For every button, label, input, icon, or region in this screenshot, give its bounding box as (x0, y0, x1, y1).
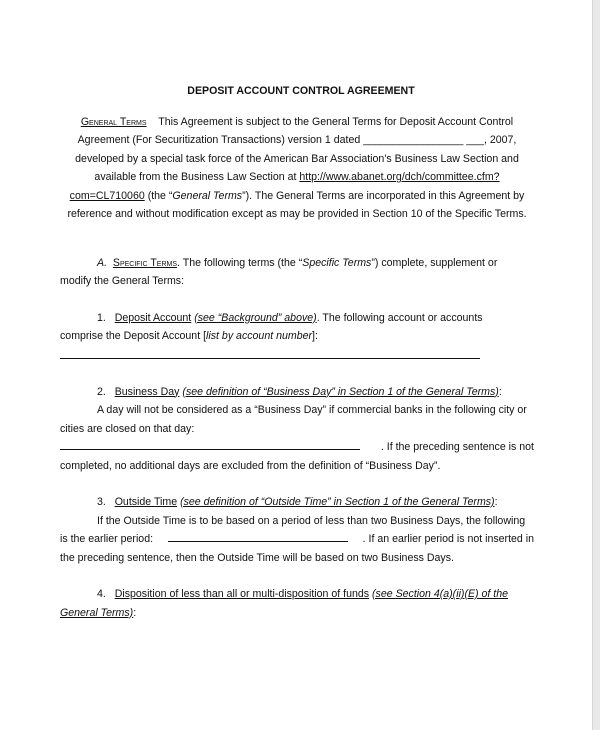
general-terms-heading: General Terms (80, 115, 147, 128)
aba-link-part-2[interactable]: com=CL710060 (69, 189, 145, 202)
deposit-account-blank[interactable] (60, 346, 480, 359)
item-disposition (60, 585, 534, 622)
item-business-day (60, 383, 534, 476)
item-4-line-2: General Terms): (60, 606, 137, 619)
item-3-line-3: is the earlier period: . If an earlier period is not inserted in (60, 530, 534, 549)
outside-time-blank[interactable] (168, 530, 348, 542)
item-3-line-2: If the Outside Time is to be based on a period of less than two Business Days, the following (97, 514, 526, 527)
specific-terms-line-2: modify the General Terms: (60, 275, 185, 287)
aba-link-part-1[interactable]: http://www.abanet.org/dch/committee.cfm? (299, 171, 500, 183)
general-terms-section (60, 113, 534, 224)
general-terms-line-4: available from the Business Law Section at http://www.abanet.org/dch/committee.cfm? (94, 171, 500, 183)
item-2-line-2: A day will not be considered as a “Business Day” if commercial banks in the following city or (97, 404, 527, 416)
document-title: DEPOSIT ACCOUNT CONTROL AGREEMENT (187, 85, 415, 97)
item-1-line-2: comprise the Deposit Account [list by account number]: (60, 330, 318, 342)
general-terms-line-5: com=CL710060 (the “General Terms”). The General Terms are incorporated in this Agreement by (69, 189, 525, 202)
item-4-line-1: 4. Disposition of less than all or multi-disposition of funds (see Section 4(a)(ii)(E) of the (97, 588, 509, 600)
general-terms-line-6: reference and without modification except as may be provided in Section 10 of the Specific Terms. (67, 208, 527, 220)
specific-terms-line-1: A. Specific Terms. The following terms (the “Specific Terms”) complete, supplement or (97, 256, 498, 269)
item-3-line-4: the preceding sentence, then the Outside Time will be based on two Business Days. (60, 551, 454, 564)
item-1-line-1: 1. Deposit Account (see “Background” above). The following account or accounts (97, 311, 483, 324)
specific-terms-section (60, 254, 534, 291)
item-outside-time (60, 493, 534, 567)
item-deposit-account (60, 309, 534, 359)
item-3-line-1: 3. Outside Time (see definition of “Outside Time” in Section 1 of the General Terms): (97, 496, 498, 508)
item-2-line-5: completed, no additional days are excluded from the definition of “Business Day”. (60, 459, 441, 472)
business-day-city-blank[interactable] (60, 438, 360, 450)
general-terms-line-3: developed by a special task force of the American Bar Association's Business Law Section and (75, 152, 519, 165)
document-body (60, 82, 534, 622)
general-terms-line-1: General Terms This Agreement is subject to the General Terms for Deposit Account Control (80, 115, 514, 128)
item-2-line-4: . If the preceding sentence is not (60, 438, 534, 457)
general-terms-line-2: Agreement (For Securitization Transactions) version 1 dated _________________ ___, 2007, (77, 134, 517, 146)
item-2-line-3: cities are closed on that day: (60, 422, 195, 435)
specific-terms-heading: Specific Terms (112, 256, 178, 269)
item-2-line-1: 2. Business Day (see definition of “Business Day” in Section 1 of the General Terms): (97, 385, 502, 398)
